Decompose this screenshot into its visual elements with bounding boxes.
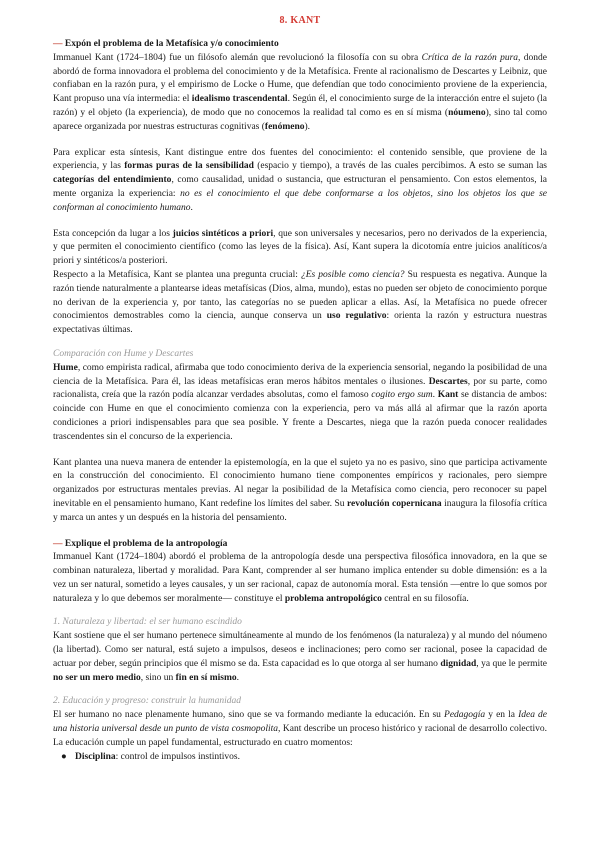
text-run: . (236, 672, 239, 683)
text-run: , como empirista radical, afirmaba que todo conocimiento deriva de la experiencia sensorial, negando la posibilidad de una ciencia de la Metafísica. Para él, las ideas metafísicas eran meros hábitos mentales o ilusiones. (53, 362, 550, 387)
bold-term: idealismo trascendental (191, 94, 288, 105)
bold-term: categorías del entendimiento (53, 175, 172, 186)
text-run: Immanuel Kant (1724–1804) fue un filósofo alemán que revolucionó la filosofía con su obra (53, 52, 422, 63)
subsection-title: 1. Naturaleza y libertad: el ser humano escindido (53, 617, 242, 628)
bold-term: problema antropológico (284, 593, 382, 604)
metaphysics-heading: — Expón el problema de la Metafísica y/o conocimiento (53, 39, 279, 49)
text-run: ). (304, 121, 311, 132)
text-run: , ya que le permite (476, 658, 550, 669)
text-run: ), sino tal como aparece organizada por nuestras estructuras cognitivas ( (53, 107, 550, 132)
text-run: Esta concepción da lugar a los (53, 228, 173, 239)
text-run: . Según él, el conocimiento surge de la interacción entre el sujeto (la razón) y el objeto (la experiencia), de modo que no conocemos la realidad tal como es en sí misma ( (53, 94, 550, 118)
text-run: , que son universales y necesarios, pero no derivados de la experiencia, y que permiten el conocimiento científico (como las leyes de la física). Así, Kant supera la dicotomía entre juicios analíticos/a priori y sintéticos/a posteriori. (53, 228, 550, 267)
paragraph (53, 362, 550, 445)
page-title: 8. KANT (279, 15, 321, 26)
bold-term: Hume (53, 362, 78, 373)
italic-text: Idea de una historia universal desde un punto de vista cosmopolita (53, 710, 550, 735)
bold-term: fin en sí mismo (175, 672, 237, 683)
text-run: : orienta la razón y estructura nuestras expectativas últimas. (53, 311, 550, 336)
text-run: inaugura la filosofía crítica y marca un antes y un después en la historia del pensamiento. (53, 498, 550, 523)
text-run: (espacio y tiempo), a través de las cuales percibimos. A esto se suman las (253, 161, 550, 172)
text-run: , sino un (140, 672, 176, 683)
italic-text: Pedagogía (444, 710, 486, 721)
text-run: , por su parte, como racionalista, creía que la razón podía alcanzar verdades absolutas, como el famoso (53, 376, 550, 401)
text-run: El ser humano no nace plenamente humano, sino que se va formando mediante la educación. En su (53, 710, 445, 721)
comparison-subheading: Comparación con Hume y Descartes (53, 348, 194, 359)
anthropology-heading: — Explique el problema de la antropología (53, 538, 228, 549)
paragraph (53, 269, 550, 338)
italic-text: cogito ergo sum (371, 390, 433, 401)
bold-term: uso regulativo (326, 311, 387, 322)
paragraph (53, 147, 550, 216)
paragraph (53, 228, 550, 269)
subsection-title: 2. Educación y progreso: construir la humanidad (53, 696, 241, 707)
bold-term: fenómeno (264, 121, 305, 132)
text-run: , Kant describe un proceso histórico y racional de desarrollo colectivo. La educación cumple un papel fundamental, estructurado en cuatro momentos: (53, 724, 550, 748)
text-run: Respecto a la Metafísica, Kant se plantea una pregunta crucial: (53, 269, 301, 280)
text-run: y en la (485, 710, 519, 721)
text-run: se distancia de ambos: coincide con Hume en que el conocimiento comienza con la experiencia, pero va más allá al afirmar que la razón aporta condiciones a priori indispensables para que sea posible. Y frente a Descartes, niega que la razón pueda conocer realidades trascendentes sin el concurso de la experiencia. (53, 390, 550, 442)
document-body (53, 38, 550, 764)
text-run: . (190, 202, 193, 213)
bold-term: revolución copernicana (346, 498, 442, 509)
list-term: Disciplina (75, 751, 116, 762)
bold-term: no ser un mero medio (53, 672, 141, 683)
text-run: , donde abordó de forma innovadora el problema del conocimiento y de la Metafísica. Frente al racionalismo de Descartes y Leibniz, que confiaban en la razón pura, y el empirismo de Locke o Hume, que defendían que todo conocimiento proviene de la experiencia, Kant propuso una vía intermedia: el (53, 52, 550, 105)
paragraph (53, 709, 550, 750)
bullet-icon: ● (61, 751, 67, 762)
text-run: central en su filosofía. (381, 593, 469, 604)
text-run: Kant sostiene que el ser humano pertenece simultáneamente al mundo de los fenómenos (la naturaleza) y al mundo del nóumeno (la libertad). Como ser natural, está sujeto a impulsos, deseos e inclinaciones; pero como ser racional, posee la capacidad de actuar por deber, según principios que él mismo se da. Esta capacidad es lo que otorga al ser humano (53, 631, 550, 669)
list-item (61, 751, 547, 765)
text-run: Kant plantea una nueva manera de entender la epistemología, en la que el sujeto ya no es pasivo, sino que participa activamente en la construcción del conocimiento. El conocimiento humano tiene componentes empíricos y racionales, pero siempre organizados por estructuras mentales previas. Al negar la posibilidad de la Metafísica como ciencia, pero reconocer su papel inevitable en el pensamiento humano, Kant redefine los límites del saber. Su (53, 457, 550, 509)
text-run: Immanuel Kant (1724–1804) abordó el problema de la antropología desde una perspectiva filosófica innovadora, en la que se combinan naturaleza, libertad y moralidad. Para Kant, comprender al ser humano implica entender su doble dimensión: es a la vez un ser natural, sometido a leyes causales, y un ser racional, capaz de autonomía moral. Esta tensión —entre lo que somos por naturaleza y lo que debemos ser moralmente— constituye el (53, 552, 550, 604)
list-text: : control de impulsos instintivos. (115, 751, 240, 762)
italic-text: Crítica de la razón pura (421, 52, 519, 63)
text-run: . (432, 390, 438, 401)
education-list (53, 751, 547, 765)
text-run: Su respuesta es negativa. Aunque la razón tiende naturalmente a plantearse ideas metafísicas (Dios, alma, mundo), estas no pueden ser objeto de conocimiento porque no derivan de la experiencia y, por tanto, las categorías no se pueden aplicar a ellas. Así, la Metafísica no puede ofrecer conocimientos demostrables como la ciencia, aunque conserva un (53, 269, 550, 322)
paragraph (53, 457, 550, 526)
italic-text: ¿Es posible como ciencia? (300, 269, 405, 280)
bold-term: juicios sintéticos a priori (172, 228, 274, 239)
text-run: Para explicar esta síntesis, Kant distingue entre dos fuentes del conocimiento: el contenido sensible, que proviene de la experiencia, y las (53, 147, 550, 172)
italic-text: no es el conocimiento el que debe conformarse a los objetos, sino los objetos los que se conforman al conocimiento humano (53, 188, 550, 213)
paragraph (53, 551, 550, 606)
paragraph (53, 52, 550, 135)
bold-term: dignidad (440, 658, 477, 669)
bold-term: nóumeno (448, 107, 486, 118)
text-run: , como causalidad, unidad o sustancia, que estructuran el pensamiento. Con estos elementos, la mente organiza la experiencia: (53, 175, 550, 199)
bold-term: Descartes (428, 376, 468, 387)
bold-term: Kant (437, 390, 459, 401)
paragraph (53, 630, 550, 685)
bold-term: formas puras de la sensibilidad (124, 161, 254, 172)
